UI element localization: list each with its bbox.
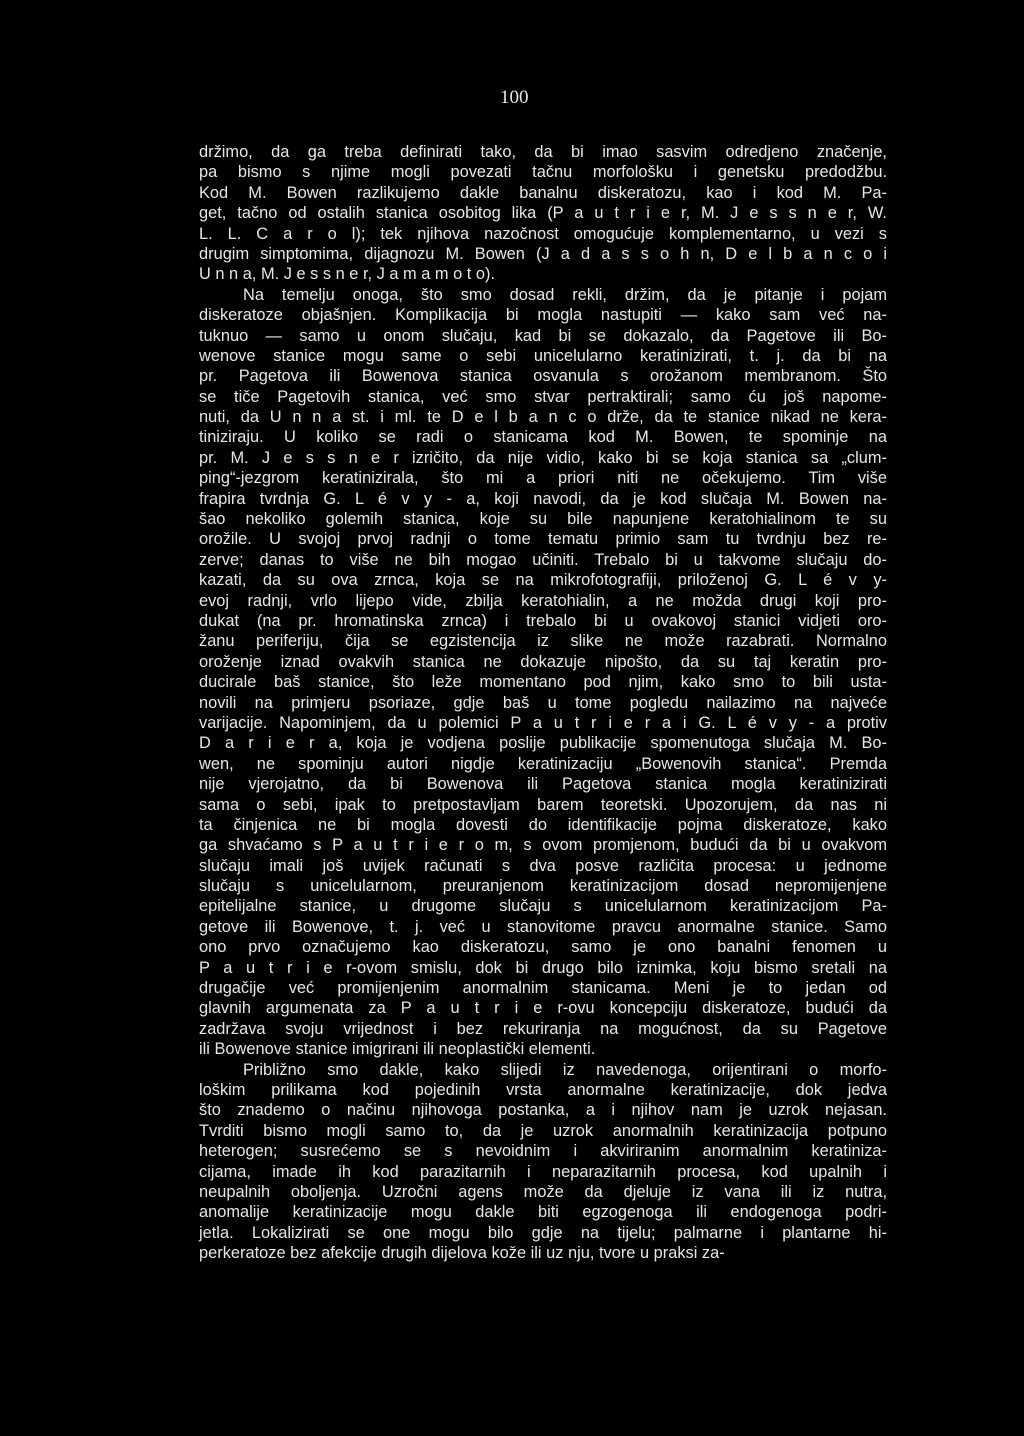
text-line: loškim prilikama kod pojedinih vrsta anormalne keratinizacije, dok jedva — [199, 1080, 887, 1099]
text-line: L. L. C a r o l); tek njihova nazočnost omogućuje komplementarno, u vezi s — [199, 224, 887, 243]
text-line: P a u t r i e r-ovom smislu, dok bi drugo bilo iznimka, koju bismo sretali na — [199, 958, 887, 977]
text-line: držimo, da ga treba definirati tako, da bi imao sasvim odredjeno značenje, — [199, 143, 887, 161]
text-line: pr. Pagetova ili Bowenova stanica osvanula s orožanom membranom. Što — [199, 367, 887, 386]
text-line: diskeratoze objašnjen. Komplikacija bi mogla nastupiti — kako sam već na- — [199, 306, 887, 325]
paragraph — [199, 285, 887, 1060]
text-line: drugačije već promijenjenim anormalnim stanicama. Meni je to jedan od — [199, 979, 887, 998]
text-line: wenove stanice mogu same o sebi unicelularno keratinizirati, t. j. da bi na — [199, 346, 887, 365]
text-line: zadržava svoju vrijednost i bez rekuriranja na mogućnost, da su Pagetove — [199, 1019, 887, 1038]
text-line: ono prvo označujemo kao diskeratozu, samo je ono banalni fenomen u — [199, 938, 887, 957]
paragraph — [199, 1060, 887, 1264]
text-line: što znademo o načinu njihovoga postanka, a i njihov nam je uzrok nejasan. — [199, 1101, 887, 1120]
paragraph — [199, 142, 887, 285]
text-line: ga shvaćamo s P a u t r i e r o m, s ovom promjenom, budući da bi u ovakvom — [199, 836, 887, 855]
text-line: slučaju imali još uvijek računati s dva posve različita procesa: u jednome — [199, 856, 887, 875]
text-line: cijama, imade ih kod parazitarnih i neparazitarnih procesa, kod upalnih i — [199, 1162, 887, 1181]
text-line: D a r i e r a, koja je vodjena poslije publikacije spomenutoga slučaja M. Bo- — [199, 734, 887, 753]
text-line: kazati, da su ova zrnca, koja se na mikrofotografiji, priloženoj G. L é v y- — [199, 571, 887, 590]
text-line: anomalije keratinizacije mogu dakle biti egzogenoga ili endogenoga podri- — [199, 1203, 887, 1222]
text-line: ping“-jezgrom keratinizirala, što mi a priori niti ne očekujemo. Tim više — [199, 469, 887, 488]
text-line: oroženje iznad ovakvih stanica ne dokazuje nipošto, da su taj keratin pro- — [199, 652, 887, 671]
text-line: Tvrditi bismo mogli samo to, da je uzrok anormalnih keratinizacija potpuno — [199, 1121, 887, 1140]
text-line: frapira tvrdnja G. L é v y - a, koji navodi, da je kod slučaja M. Bowen na- — [199, 489, 887, 508]
text-line: sama o sebi, ipak to pretpostavljam barem teoretski. Upozorujem, da nas ni — [199, 795, 887, 814]
text-body — [199, 142, 887, 1263]
text-line: ta činjenica ne bi mogla dovesti do identifikacije pojma diskeratoze, kako — [199, 815, 887, 834]
text-line: glavnih argumenata za P a u t r i e r-ovu koncepciju diskeratoze, budući da — [199, 999, 887, 1018]
text-line: nuti, da U n n a st. i ml. te D e l b a n c o drže, da te stanice nikad ne kera- — [199, 408, 887, 427]
text-line: evoj radnji, vrlo lijepo vide, zbilja keratohialin, a ne možda drugi koji pro- — [199, 591, 887, 610]
text-line: Na temelju onoga, što smo dosad rekli, držim, da je pitanje i pojam — [243, 285, 887, 304]
text-line: getove ili Bowenove, t. j. već u stanovitome pravcu anormalne stanice. Samo — [199, 917, 887, 936]
text-line: perkeratoze bez afekcije drugih dijelova kože ili uz nju, tvore u praksi za- — [199, 1244, 725, 1263]
text-line: get, tačno od ostalih stanica osobitog lika (P a u t r i e r, M. J e s s n e r, W. — [199, 204, 887, 223]
text-line: Približno smo dakle, kako slijedi iz navedenoga, orijentirani o morfo- — [243, 1060, 887, 1079]
text-line: ducirale baš stanice, što leže momentano pod njim, kako smo to bili usta- — [199, 673, 887, 692]
text-line: jetla. Lokalizirati se one mogu bilo gdje na tijelu; palmarne i plantarne hi- — [199, 1223, 887, 1242]
text-line: wen, ne spominju autori nigdje keratinizaciju „Bowenovih stanica“. Premda — [199, 754, 887, 773]
text-line: Kod M. Bowen razlikujemo dakle banalnu diskeratozu, kao i kod M. Pa- — [199, 183, 887, 202]
text-line: epitelijalne stanice, u drugome slučaju s unicelularnom keratinizacijom Pa- — [199, 897, 887, 916]
text-line: ili Bowenove stanice imigrirani ili neoplastički elementi. — [199, 1040, 596, 1059]
text-line: novili na primjeru psoriaze, gdje baš u tome pogledu nailazimo na najveće — [199, 693, 887, 712]
text-line: slučaju s unicelularnom, preuranjenom keratinizacijom dosad nepromijenjene — [199, 877, 887, 896]
text-line: pa bismo s njime mogli povezati tačnu morfološku i genetsku predodžbu. — [199, 163, 887, 182]
text-line: dukat (na pr. hromatinska zrnca) i trebalo bi u ovakovoj stanici vidjeti oro- — [199, 611, 887, 630]
text-line: tuknuo — samo u onom slučaju, kad bi se dokazalo, da Pagetove ili Bo- — [199, 326, 887, 345]
text-line: tiniziraju. U koliko se radi o stanicama kod M. Bowen, te spominje na — [199, 428, 887, 447]
text-line: nije vjerojatno, da bi Bowenova ili Pagetova stanica mogla keratinizirati — [199, 775, 887, 794]
text-line: pr. M. J e s s n e r izričito, da nije vidio, kako bi se koja stanica sa „clum- — [199, 448, 887, 467]
text-line: zerve; danas to više ne bih mogao učiniti. Trebalo bi u takvome slučaju do- — [199, 550, 887, 569]
text-line: orožile. U svojoj prvoj radnji o tome tematu primio sam tu tvrdnju bez re- — [199, 530, 887, 549]
text-line: šao nekoliko golemih stanica, koje su bile napunjene keratohialinom te su — [199, 510, 887, 529]
text-line: žanu periferiju, čija se egzistencija iz slike ne može razabrati. Normalno — [199, 632, 887, 651]
text-line: varijacije. Napominjem, da u polemici P a u t r i e r a i G. L é v y - a protiv — [199, 713, 887, 732]
text-line: heterogen; susrećemo se s nevoidnim i akviriranim anormalnim keratiniza- — [199, 1142, 887, 1161]
text-line: se tiče Pagetovih stanica, već smo stvar pertraktirali; samo ću još napome- — [199, 387, 887, 406]
text-line: neupalnih oboljenja. Uzročni agens može da djeluje iz vana ili iz nutra, — [199, 1182, 887, 1201]
text-line: drugim simptomima, dijagnozu M. Bowen (J a d a s s o h n, D e l b a n c o i — [199, 244, 887, 263]
page-number: 100 — [500, 87, 529, 108]
text-line: U n n a, M. J e s s n e r, J a m a m o t o). — [199, 265, 496, 284]
